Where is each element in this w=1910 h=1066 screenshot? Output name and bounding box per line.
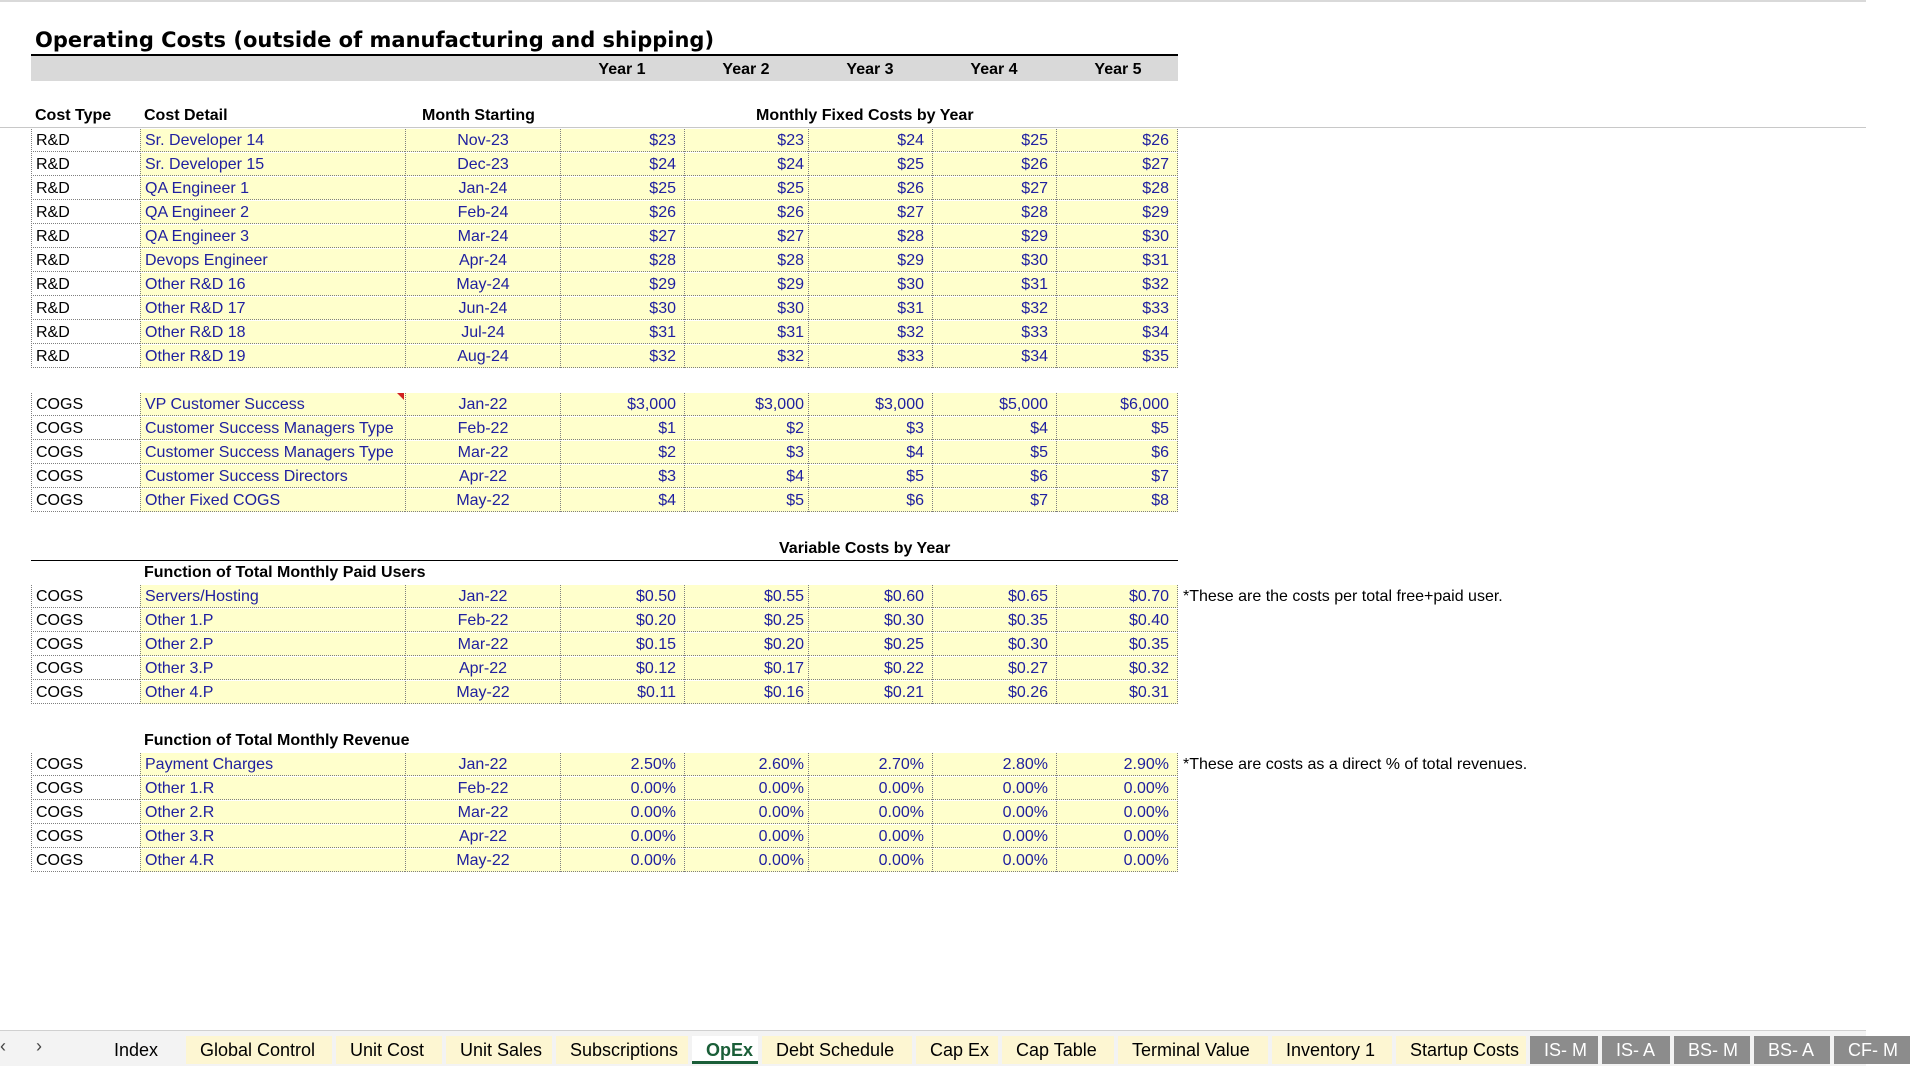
year-4-value-cell[interactable]: $4 [932, 417, 1056, 440]
year-1-value-cell[interactable]: $0.12 [560, 657, 684, 680]
cost-type-cell[interactable]: COGS [31, 801, 140, 824]
year-2-value-cell[interactable]: $3 [684, 441, 808, 464]
month-starting-header: Month Starting [422, 107, 535, 124]
year-2-value-cell[interactable]: $4 [684, 465, 808, 488]
year-5-value-cell[interactable]: $5 [1056, 417, 1178, 440]
cost-detail-header: Cost Detail [144, 107, 228, 124]
year-2-value-cell[interactable]: $24 [684, 153, 808, 176]
year-2-value-cell[interactable]: 0.00% [684, 801, 808, 824]
month-starting-cell[interactable]: Feb-22 [405, 417, 560, 440]
cost-type-cell[interactable]: R&D [31, 321, 140, 344]
paid-users-note: *These are the costs per total free+paid user. [1183, 588, 1503, 605]
year-3-value-cell[interactable]: $0.25 [808, 633, 932, 656]
year-2-value-cell[interactable]: 0.00% [684, 777, 808, 800]
cost-detail-cell[interactable]: Other R&D 18 [140, 321, 405, 344]
year-1-value-cell[interactable]: $26 [560, 201, 684, 224]
year-1-value-cell[interactable]: $24 [560, 153, 684, 176]
year-5-value-cell[interactable]: $33 [1056, 297, 1178, 320]
month-starting-cell[interactable]: Mar-22 [405, 801, 560, 824]
year-2-value-cell[interactable]: $23 [684, 129, 808, 152]
cost-detail-cell[interactable]: Sr. Developer 15 [140, 153, 405, 176]
paid-users-label: Function of Total Monthly Paid Users [144, 564, 426, 581]
month-starting-cell[interactable]: Mar-24 [405, 225, 560, 248]
year-5-value-cell[interactable]: $0.31 [1056, 681, 1178, 704]
year-4-value-cell[interactable]: $29 [932, 225, 1056, 248]
year-4-value-cell[interactable]: $5 [932, 441, 1056, 464]
year-1-value-cell[interactable]: $4 [560, 489, 684, 512]
tab-unit-sales[interactable]: Unit Sales [446, 1036, 552, 1064]
year-5-value-cell[interactable]: $7 [1056, 465, 1178, 488]
month-starting-cell[interactable]: Aug-24 [405, 345, 560, 368]
cost-detail-cell[interactable]: QA Engineer 1 [140, 177, 405, 200]
year-2-value-cell[interactable]: $29 [684, 273, 808, 296]
year-4-value-cell[interactable]: $33 [932, 321, 1056, 344]
year-3-value-cell[interactable]: $3 [808, 417, 932, 440]
year-2-value-cell[interactable]: 0.00% [684, 849, 808, 872]
year-4-value-cell[interactable]: 0.00% [932, 801, 1056, 824]
year-5-value-cell[interactable]: 0.00% [1056, 801, 1178, 824]
year-4-value-cell[interactable]: $25 [932, 129, 1056, 152]
year-2-header: Year 2 [722, 61, 770, 78]
year-3-value-cell[interactable]: $30 [808, 273, 932, 296]
tab-startup-costs[interactable]: Startup Costs [1396, 1036, 1526, 1064]
cost-type-cell[interactable]: COGS [31, 585, 140, 608]
cost-detail-cell[interactable]: Customer Success Directors [140, 465, 405, 488]
year-4-value-cell[interactable]: $31 [932, 273, 1056, 296]
tab-cf-m[interactable]: CF- M [1834, 1036, 1910, 1064]
year-2-value-cell[interactable]: 0.00% [684, 825, 808, 848]
year-5-value-cell[interactable]: $26 [1056, 129, 1178, 152]
cost-type-cell[interactable]: COGS [31, 681, 140, 704]
month-starting-cell[interactable]: May-22 [405, 849, 560, 872]
year-3-value-cell[interactable]: $28 [808, 225, 932, 248]
year-3-value-cell[interactable]: $0.60 [808, 585, 932, 608]
year-4-value-cell[interactable]: $34 [932, 345, 1056, 368]
year-1-value-cell[interactable]: 0.00% [560, 825, 684, 848]
freeze-pane-line [0, 127, 1866, 128]
month-starting-cell[interactable]: Jun-24 [405, 297, 560, 320]
sheet-title: Operating Costs (outside of manufacturing and shipping) [35, 28, 715, 52]
year-1-value-cell[interactable]: $1 [560, 417, 684, 440]
year-1-value-cell[interactable]: $27 [560, 225, 684, 248]
year-4-value-cell[interactable]: $28 [932, 201, 1056, 224]
tab-index[interactable]: Index [100, 1036, 182, 1064]
cost-type-cell[interactable]: COGS [31, 777, 140, 800]
month-starting-cell[interactable]: Feb-24 [405, 201, 560, 224]
cost-detail-cell[interactable]: Other 2.R [140, 801, 405, 824]
cost-detail-cell[interactable]: Other Fixed COGS [140, 489, 405, 512]
month-starting-cell[interactable]: Dec-23 [405, 153, 560, 176]
year-5-value-cell[interactable]: $0.35 [1056, 633, 1178, 656]
year-1-value-cell[interactable]: $32 [560, 345, 684, 368]
month-starting-cell[interactable]: Jul-24 [405, 321, 560, 344]
year-3-value-cell[interactable]: 0.00% [808, 801, 932, 824]
month-starting-cell[interactable]: May-22 [405, 489, 560, 512]
year-1-value-cell[interactable]: $25 [560, 177, 684, 200]
month-starting-cell[interactable]: Apr-22 [405, 825, 560, 848]
year-4-value-cell[interactable]: $30 [932, 249, 1056, 272]
year-3-value-cell[interactable]: $6 [808, 489, 932, 512]
month-starting-cell[interactable]: Feb-22 [405, 777, 560, 800]
tab-cap-table[interactable]: Cap Table [1002, 1036, 1114, 1064]
year-4-value-cell[interactable]: $0.65 [932, 585, 1056, 608]
tab-cap-ex[interactable]: Cap Ex [916, 1036, 998, 1064]
cost-detail-cell[interactable]: Customer Success Managers Type [140, 417, 405, 440]
year-2-value-cell[interactable]: $30 [684, 297, 808, 320]
month-starting-cell[interactable]: Mar-22 [405, 633, 560, 656]
year-1-value-cell[interactable]: $29 [560, 273, 684, 296]
cost-type-cell[interactable]: COGS [31, 825, 140, 848]
year-4-value-cell[interactable]: 0.00% [932, 849, 1056, 872]
year-1-value-cell[interactable]: $31 [560, 321, 684, 344]
cost-detail-cell[interactable]: Other R&D 19 [140, 345, 405, 368]
year-5-value-cell[interactable]: $8 [1056, 489, 1178, 512]
year-1-value-cell[interactable]: $3 [560, 465, 684, 488]
cost-type-cell[interactable]: COGS [31, 657, 140, 680]
cost-detail-cell[interactable]: QA Engineer 3 [140, 225, 405, 248]
month-starting-cell[interactable]: Jan-22 [405, 753, 560, 776]
cost-detail-cell[interactable]: Customer Success Managers Type [140, 441, 405, 464]
year-3-value-cell[interactable]: $5 [808, 465, 932, 488]
month-starting-cell[interactable]: Apr-24 [405, 249, 560, 272]
tab-opex[interactable]: OpEx [692, 1036, 758, 1064]
cost-type-cell[interactable]: COGS [31, 465, 140, 488]
cost-detail-cell[interactable]: Other 1.P [140, 609, 405, 632]
year-1-value-cell[interactable]: $3,000 [560, 393, 684, 416]
year-4-value-cell[interactable]: $7 [932, 489, 1056, 512]
year-2-value-cell[interactable]: $5 [684, 489, 808, 512]
year-1-value-cell[interactable]: $23 [560, 129, 684, 152]
cost-type-cell[interactable]: R&D [31, 345, 140, 368]
year-1-header: Year 1 [598, 61, 646, 78]
year-2-value-cell[interactable]: $0.55 [684, 585, 808, 608]
tab-subscriptions[interactable]: Subscriptions [556, 1036, 688, 1064]
cost-detail-cell[interactable]: Payment Charges [140, 753, 405, 776]
year-3-value-cell[interactable]: $24 [808, 129, 932, 152]
cost-type-cell[interactable]: R&D [31, 177, 140, 200]
month-starting-cell[interactable]: Jan-22 [405, 393, 560, 416]
cost-type-cell[interactable]: COGS [31, 441, 140, 464]
cost-detail-cell[interactable]: Devops Engineer [140, 249, 405, 272]
tab-inventory-1[interactable]: Inventory 1 [1272, 1036, 1392, 1064]
tab-global-control[interactable]: Global Control [186, 1036, 332, 1064]
year-4-value-cell[interactable]: $0.27 [932, 657, 1056, 680]
year-4-value-cell[interactable]: $32 [932, 297, 1056, 320]
year-3-value-cell[interactable]: $0.22 [808, 657, 932, 680]
year-5-value-cell[interactable]: $28 [1056, 177, 1178, 200]
year-3-value-cell[interactable]: $33 [808, 345, 932, 368]
year-5-value-cell[interactable]: $0.70 [1056, 585, 1178, 608]
year-4-value-cell[interactable]: $0.35 [932, 609, 1056, 632]
year-5-value-cell[interactable]: $30 [1056, 225, 1178, 248]
tab-bs-m[interactable]: BS- M [1674, 1036, 1750, 1064]
variable-costs-header: Variable Costs by Year [779, 540, 951, 557]
cost-detail-cell[interactable]: Other 4.R [140, 849, 405, 872]
month-starting-cell[interactable]: Nov-23 [405, 129, 560, 152]
year-4-value-cell[interactable]: $6 [932, 465, 1056, 488]
cost-detail-cell[interactable]: Other R&D 16 [140, 273, 405, 296]
cost-detail-cell[interactable]: Other 4.P [140, 681, 405, 704]
cost-detail-cell[interactable]: Sr. Developer 14 [140, 129, 405, 152]
year-3-value-cell[interactable]: $27 [808, 201, 932, 224]
month-starting-cell[interactable]: Mar-22 [405, 441, 560, 464]
year-4-value-cell[interactable]: 0.00% [932, 777, 1056, 800]
cost-type-cell[interactable]: COGS [31, 417, 140, 440]
year-3-value-cell[interactable]: $25 [808, 153, 932, 176]
revenue-label: Function of Total Monthly Revenue [144, 732, 410, 749]
cost-type-cell[interactable]: R&D [31, 225, 140, 248]
year-5-value-cell[interactable]: $34 [1056, 321, 1178, 344]
comment-indicator-icon[interactable] [397, 393, 404, 400]
year-3-value-cell[interactable]: $4 [808, 441, 932, 464]
cost-type-cell[interactable]: COGS [31, 393, 140, 416]
year-3-value-cell[interactable]: $3,000 [808, 393, 932, 416]
year-1-value-cell[interactable]: 0.00% [560, 801, 684, 824]
year-2-value-cell[interactable]: $0.16 [684, 681, 808, 704]
tab-terminal-value[interactable]: Terminal Value [1118, 1036, 1268, 1064]
tab-bs-a[interactable]: BS- A [1754, 1036, 1830, 1064]
cost-detail-cell[interactable]: Other R&D 17 [140, 297, 405, 320]
tab-unit-cost[interactable]: Unit Cost [336, 1036, 442, 1064]
cost-detail-cell[interactable]: Other 1.R [140, 777, 405, 800]
tab-debt-schedule[interactable]: Debt Schedule [762, 1036, 912, 1064]
year-4-header: Year 4 [970, 61, 1018, 78]
year-3-value-cell[interactable]: 0.00% [808, 777, 932, 800]
year-5-value-cell[interactable]: $35 [1056, 345, 1178, 368]
year-2-value-cell[interactable]: $32 [684, 345, 808, 368]
year-2-value-cell[interactable]: $0.17 [684, 657, 808, 680]
year-4-value-cell[interactable]: 0.00% [932, 825, 1056, 848]
year-2-value-cell[interactable]: $2 [684, 417, 808, 440]
year-5-value-cell[interactable]: $31 [1056, 249, 1178, 272]
cost-detail-cell[interactable]: Other 2.P [140, 633, 405, 656]
cost-type-cell[interactable]: COGS [31, 849, 140, 872]
year-5-value-cell[interactable]: 0.00% [1056, 849, 1178, 872]
year-1-value-cell[interactable]: $28 [560, 249, 684, 272]
cost-type-cell[interactable]: R&D [31, 249, 140, 272]
cost-type-cell[interactable]: R&D [31, 273, 140, 296]
year-5-header: Year 5 [1094, 61, 1142, 78]
cost-type-cell[interactable]: R&D [31, 129, 140, 152]
year-4-value-cell[interactable]: $5,000 [932, 393, 1056, 416]
variable-section-rule [31, 560, 1178, 561]
year-2-value-cell[interactable]: $3,000 [684, 393, 808, 416]
year-5-value-cell[interactable]: $29 [1056, 201, 1178, 224]
year-3-value-cell[interactable]: $29 [808, 249, 932, 272]
year-3-header: Year 3 [846, 61, 894, 78]
cost-type-cell[interactable]: R&D [31, 153, 140, 176]
year-5-value-cell[interactable]: $6,000 [1056, 393, 1178, 416]
year-4-value-cell[interactable]: $0.30 [932, 633, 1056, 656]
year-3-value-cell[interactable]: $0.21 [808, 681, 932, 704]
cost-type-cell[interactable]: R&D [31, 201, 140, 224]
year-5-value-cell[interactable]: $6 [1056, 441, 1178, 464]
year-2-value-cell[interactable]: 2.60% [684, 753, 808, 776]
year-1-value-cell[interactable]: $0.50 [560, 585, 684, 608]
year-5-value-cell[interactable]: $32 [1056, 273, 1178, 296]
cost-detail-cell[interactable]: Other 3.R [140, 825, 405, 848]
cost-detail-cell[interactable]: VP Customer Success [140, 393, 405, 416]
month-starting-cell[interactable]: Jan-22 [405, 585, 560, 608]
year-3-value-cell[interactable]: 0.00% [808, 825, 932, 848]
year-1-value-cell[interactable]: $0.11 [560, 681, 684, 704]
year-5-value-cell[interactable]: $27 [1056, 153, 1178, 176]
month-starting-cell[interactable]: May-22 [405, 681, 560, 704]
fixed-costs-header: Monthly Fixed Costs by Year [756, 107, 974, 124]
year-3-value-cell[interactable]: 2.70% [808, 753, 932, 776]
year-4-value-cell[interactable]: $0.26 [932, 681, 1056, 704]
year-2-value-cell[interactable]: $26 [684, 201, 808, 224]
year-5-value-cell[interactable]: $0.40 [1056, 609, 1178, 632]
year-2-value-cell[interactable]: $31 [684, 321, 808, 344]
year-2-value-cell[interactable]: $27 [684, 225, 808, 248]
year-1-value-cell[interactable]: 0.00% [560, 777, 684, 800]
tab-is-m[interactable]: IS- M [1530, 1036, 1598, 1064]
year-5-value-cell[interactable]: 0.00% [1056, 777, 1178, 800]
year-5-value-cell[interactable]: $0.32 [1056, 657, 1178, 680]
year-3-value-cell[interactable]: $32 [808, 321, 932, 344]
year-3-value-cell[interactable]: $31 [808, 297, 932, 320]
year-2-value-cell[interactable]: $25 [684, 177, 808, 200]
year-3-value-cell[interactable]: $26 [808, 177, 932, 200]
cost-type-cell[interactable]: COGS [31, 753, 140, 776]
cost-detail-cell[interactable]: Other 3.P [140, 657, 405, 680]
cost-type-cell[interactable]: COGS [31, 633, 140, 656]
cost-type-cell[interactable]: R&D [31, 297, 140, 320]
year-1-value-cell[interactable]: $2 [560, 441, 684, 464]
year-1-value-cell[interactable]: $0.15 [560, 633, 684, 656]
tab-scroll-left-icon[interactable]: ‹ [0, 1036, 6, 1056]
month-starting-cell[interactable]: Apr-22 [405, 657, 560, 680]
year-1-value-cell[interactable]: 0.00% [560, 849, 684, 872]
year-5-value-cell[interactable]: 2.90% [1056, 753, 1178, 776]
month-starting-cell[interactable]: May-24 [405, 273, 560, 296]
year-3-value-cell[interactable]: $0.30 [808, 609, 932, 632]
year-3-value-cell[interactable]: 0.00% [808, 849, 932, 872]
year-1-value-cell[interactable]: 2.50% [560, 753, 684, 776]
month-starting-cell[interactable]: Apr-22 [405, 465, 560, 488]
year-2-value-cell[interactable]: $0.25 [684, 609, 808, 632]
year-1-value-cell[interactable]: $30 [560, 297, 684, 320]
cost-detail-cell[interactable]: QA Engineer 2 [140, 201, 405, 224]
year-4-value-cell[interactable]: 2.80% [932, 753, 1056, 776]
revenue-note: *These are costs as a direct % of total revenues. [1183, 756, 1528, 773]
year-4-value-cell[interactable]: $26 [932, 153, 1056, 176]
year-2-value-cell[interactable]: $28 [684, 249, 808, 272]
month-starting-cell[interactable]: Feb-22 [405, 609, 560, 632]
year-5-value-cell[interactable]: 0.00% [1056, 825, 1178, 848]
cost-type-cell[interactable]: COGS [31, 489, 140, 512]
cost-detail-cell[interactable]: Servers/Hosting [140, 585, 405, 608]
tab-is-a[interactable]: IS- A [1602, 1036, 1670, 1064]
top-border [0, 0, 1866, 2]
cost-type-cell[interactable]: COGS [31, 609, 140, 632]
year-2-value-cell[interactable]: $0.20 [684, 633, 808, 656]
cost-type-header: Cost Type [35, 107, 112, 124]
month-starting-cell[interactable]: Jan-24 [405, 177, 560, 200]
year-1-value-cell[interactable]: $0.20 [560, 609, 684, 632]
tab-scroll-right-icon[interactable]: › [36, 1036, 42, 1056]
year-4-value-cell[interactable]: $27 [932, 177, 1056, 200]
